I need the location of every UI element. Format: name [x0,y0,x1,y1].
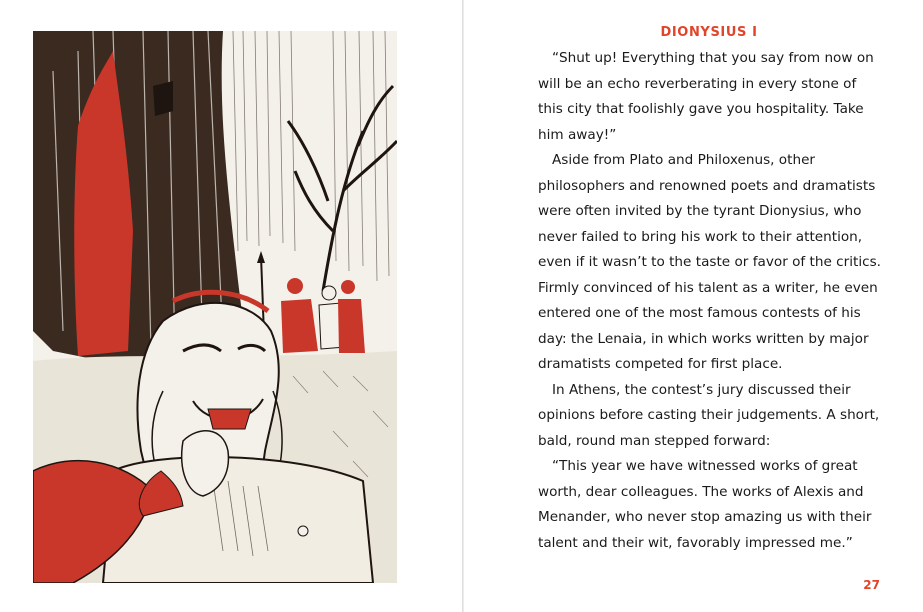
chapter-title: DIONYSIUS I [660,25,758,40]
illustration-drawing [33,31,397,583]
paragraph: In Athens, the contest’s jury discussed their opinions before casting their judgements. A short, bald, round man stepped forward: [538,381,880,449]
tree-window [153,81,173,116]
book-gutter [462,0,464,612]
page-number: 27 [863,578,880,592]
illustration [33,31,397,583]
body-text [538,46,882,556]
paragraph: Aside from Plato and Philoxenus, other philosophers and renowned poets and dramatists were often invited by the tyrant Dionysius, who never failed to bring his work to their attention, even if it wasn’t to the taste or favor of the critics. Firmly convinced of his talent as a writer, he even entered one of the most famous contests of his day: the Lenaia, in which works written by major dramatists competed for first place. [538,152,881,372]
paragraph: “This year we have witnessed works of great worth, dear colleagues. The works of Alexis and Menander, who never stop amazing us with their talent and their wit, favorably impressed me.” [538,458,872,551]
paragraph: “Shut up! Everything that you say from now on will be an echo reverberating in every stone of this city that foolishly gave you hospitality. Take him away!” [538,50,874,143]
